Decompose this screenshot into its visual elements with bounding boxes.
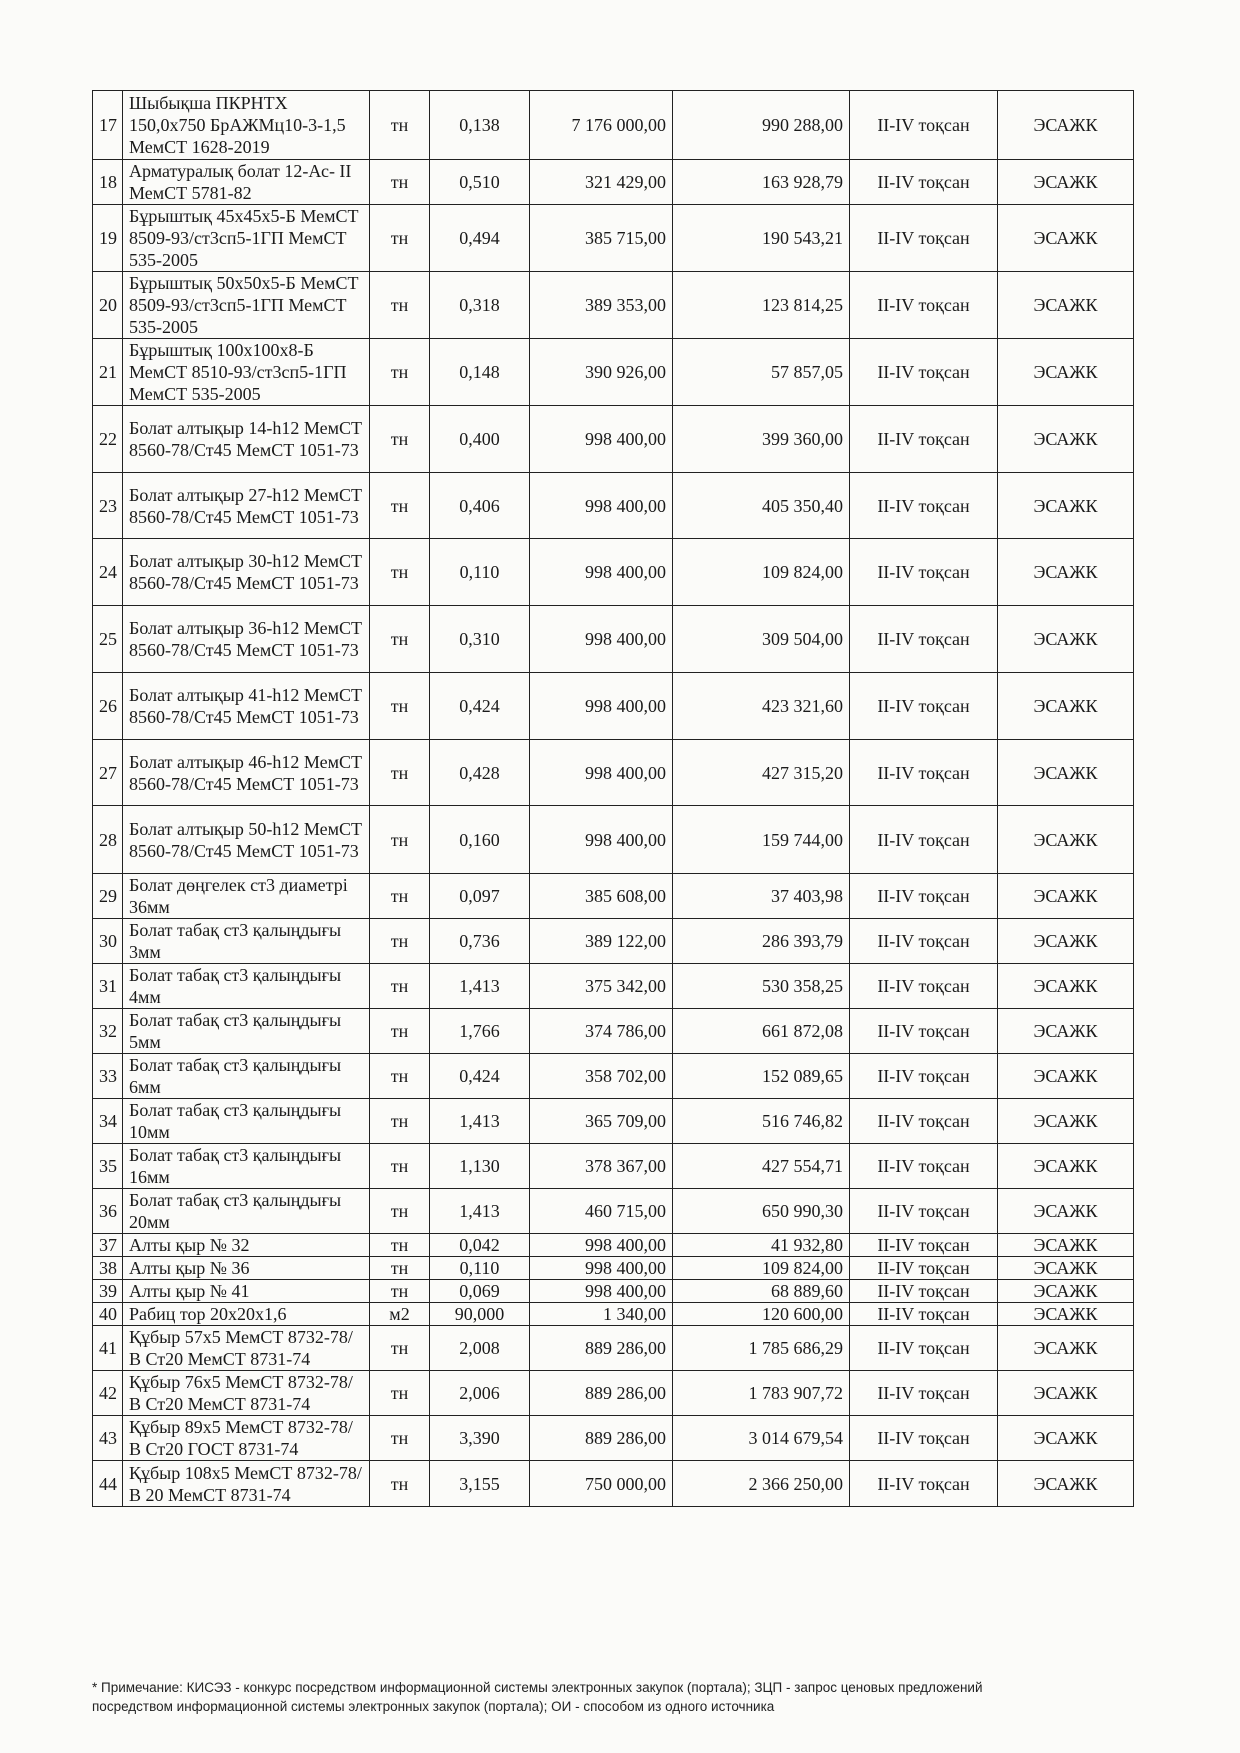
sum-cell: 1 783 907,72 (673, 1371, 850, 1416)
item-name: Бұрыштық 50х50х5-Б МемСТ 8509-93/ст3сп5-1ГП МемСТ 535-2005 (123, 272, 370, 339)
method-cell: ЭСАЖК (998, 473, 1134, 539)
item-name: Болат дөңгелек ст3 диаметрі 36мм (123, 874, 370, 919)
table-row (93, 1461, 1134, 1507)
unit-cell: тн (370, 1326, 430, 1371)
sum-cell: 309 504,00 (673, 606, 850, 673)
row-number: 44 (93, 1461, 123, 1507)
period-cell: II-IV тоқсан (850, 339, 998, 406)
table-row (93, 964, 1134, 1009)
row-number: 25 (93, 606, 123, 673)
sum-cell: 2 366 250,00 (673, 1461, 850, 1507)
unit-cell: тн (370, 473, 430, 539)
period-cell: II-IV тоқсан (850, 1303, 998, 1326)
quantity-cell: 0,148 (430, 339, 530, 406)
quantity-cell: 2,008 (430, 1326, 530, 1371)
period-cell: II-IV тоқсан (850, 964, 998, 1009)
table-row (93, 1257, 1134, 1280)
sum-cell: 427 554,71 (673, 1144, 850, 1189)
quantity-cell: 3,155 (430, 1461, 530, 1507)
quantity-cell: 0,042 (430, 1234, 530, 1257)
method-cell: ЭСАЖК (998, 160, 1134, 205)
quantity-cell: 90,000 (430, 1303, 530, 1326)
period-cell: II-IV тоқсан (850, 919, 998, 964)
unit-cell: тн (370, 1371, 430, 1416)
period-cell: II-IV тоқсан (850, 673, 998, 740)
item-name: Алты қыр № 32 (123, 1234, 370, 1257)
method-cell: ЭСАЖК (998, 1189, 1134, 1234)
period-cell: II-IV тоқсан (850, 1234, 998, 1257)
price-cell: 998 400,00 (530, 539, 673, 606)
period-cell: II-IV тоқсан (850, 740, 998, 806)
table-row (93, 1099, 1134, 1144)
item-name: Болат табақ ст3 қалыңдығы 20мм (123, 1189, 370, 1234)
quantity-cell: 1,413 (430, 1189, 530, 1234)
price-cell: 321 429,00 (530, 160, 673, 205)
unit-cell: тн (370, 1189, 430, 1234)
procurement-table (92, 90, 1134, 1507)
table-row (93, 673, 1134, 740)
unit-cell: тн (370, 606, 430, 673)
quantity-cell: 1,413 (430, 964, 530, 1009)
price-cell: 998 400,00 (530, 473, 673, 539)
quantity-cell: 1,130 (430, 1144, 530, 1189)
unit-cell: тн (370, 919, 430, 964)
item-name: Шыбықша ПКРНТХ 150,0х750 БрАЖМц10-3-1,5 МемСТ 1628-2019 (123, 91, 370, 160)
table-row (93, 539, 1134, 606)
table-row (93, 1189, 1134, 1234)
item-name: Болат табақ ст3 қалыңдығы 5мм (123, 1009, 370, 1054)
item-name: Болат алтықыр 30-h12 МемСТ 8560-78/Ст45 МемСТ 1051-73 (123, 539, 370, 606)
period-cell: II-IV тоқсан (850, 160, 998, 205)
item-name: Бұрыштық 45х45х5-Б МемСТ 8509-93/ст3сп5-1ГП МемСТ 535-2005 (123, 205, 370, 272)
sum-cell: 120 600,00 (673, 1303, 850, 1326)
period-cell: II-IV тоқсан (850, 205, 998, 272)
sum-cell: 41 932,80 (673, 1234, 850, 1257)
method-cell: ЭСАЖК (998, 874, 1134, 919)
item-name: Болат алтықыр 27-h12 МемСТ 8560-78/Ст45 МемСТ 1051-73 (123, 473, 370, 539)
row-number: 20 (93, 272, 123, 339)
row-number: 37 (93, 1234, 123, 1257)
quantity-cell: 0,736 (430, 919, 530, 964)
item-name: Бұрыштық 100х100х8-Б МемСТ 8510-93/ст3сп5-1ГП МемСТ 535-2005 (123, 339, 370, 406)
quantity-cell: 0,428 (430, 740, 530, 806)
period-cell: II-IV тоқсан (850, 606, 998, 673)
period-cell: II-IV тоқсан (850, 1371, 998, 1416)
period-cell: II-IV тоқсан (850, 91, 998, 160)
sum-cell: 37 403,98 (673, 874, 850, 919)
price-cell: 889 286,00 (530, 1416, 673, 1461)
period-cell: II-IV тоқсан (850, 806, 998, 874)
quantity-cell: 0,069 (430, 1280, 530, 1303)
period-cell: II-IV тоқсан (850, 1257, 998, 1280)
row-number: 35 (93, 1144, 123, 1189)
row-number: 41 (93, 1326, 123, 1371)
table-row (93, 919, 1134, 964)
quantity-cell: 0,110 (430, 539, 530, 606)
unit-cell: тн (370, 160, 430, 205)
period-cell: II-IV тоқсан (850, 1416, 998, 1461)
method-cell: ЭСАЖК (998, 1461, 1134, 1507)
item-name: Болат табақ ст3 қалыңдығы 3мм (123, 919, 370, 964)
item-name: Болат алтықыр 41-h12 МемСТ 8560-78/Ст45 МемСТ 1051-73 (123, 673, 370, 740)
period-cell: II-IV тоқсан (850, 1280, 998, 1303)
sum-cell: 152 089,65 (673, 1054, 850, 1099)
period-cell: II-IV тоқсан (850, 1326, 998, 1371)
row-number: 28 (93, 806, 123, 874)
row-number: 22 (93, 406, 123, 473)
sum-cell: 427 315,20 (673, 740, 850, 806)
unit-cell: тн (370, 406, 430, 473)
sum-cell: 123 814,25 (673, 272, 850, 339)
price-cell: 998 400,00 (530, 1257, 673, 1280)
period-cell: II-IV тоқсан (850, 406, 998, 473)
method-cell: ЭСАЖК (998, 606, 1134, 673)
method-cell: ЭСАЖК (998, 339, 1134, 406)
price-cell: 998 400,00 (530, 806, 673, 874)
unit-cell: тн (370, 740, 430, 806)
row-number: 33 (93, 1054, 123, 1099)
sum-cell: 990 288,00 (673, 91, 850, 160)
item-name: Арматуралық болат 12-Ас- II МемСТ 5781-82 (123, 160, 370, 205)
row-number: 26 (93, 673, 123, 740)
period-cell: II-IV тоқсан (850, 1099, 998, 1144)
row-number: 29 (93, 874, 123, 919)
table-row (93, 406, 1134, 473)
price-cell: 375 342,00 (530, 964, 673, 1009)
method-cell: ЭСАЖК (998, 964, 1134, 1009)
price-cell: 998 400,00 (530, 740, 673, 806)
item-name: Құбыр 89х5 МемСТ 8732-78/В Ст20 ГОСТ 8731-74 (123, 1416, 370, 1461)
row-number: 38 (93, 1257, 123, 1280)
method-cell: ЭСАЖК (998, 1371, 1134, 1416)
unit-cell: тн (370, 539, 430, 606)
item-name: Болат табақ ст3 қалыңдығы 16мм (123, 1144, 370, 1189)
sum-cell: 109 824,00 (673, 539, 850, 606)
table-row (93, 806, 1134, 874)
price-cell: 385 715,00 (530, 205, 673, 272)
price-cell: 998 400,00 (530, 606, 673, 673)
table-row (93, 740, 1134, 806)
table-row (93, 1280, 1134, 1303)
quantity-cell: 0,318 (430, 272, 530, 339)
sum-cell: 661 872,08 (673, 1009, 850, 1054)
quantity-cell: 0,406 (430, 473, 530, 539)
unit-cell: тн (370, 1280, 430, 1303)
quantity-cell: 0,138 (430, 91, 530, 160)
table-row (93, 1234, 1134, 1257)
unit-cell: тн (370, 1461, 430, 1507)
table-row (93, 205, 1134, 272)
sum-cell: 68 889,60 (673, 1280, 850, 1303)
method-cell: ЭСАЖК (998, 1303, 1134, 1326)
method-cell: ЭСАЖК (998, 1416, 1134, 1461)
sum-cell: 190 543,21 (673, 205, 850, 272)
method-cell: ЭСАЖК (998, 539, 1134, 606)
item-name: Болат алтықыр 50-h12 МемСТ 8560-78/Ст45 МемСТ 1051-73 (123, 806, 370, 874)
price-cell: 389 353,00 (530, 272, 673, 339)
quantity-cell: 2,006 (430, 1371, 530, 1416)
sum-cell: 286 393,79 (673, 919, 850, 964)
sum-cell: 423 321,60 (673, 673, 850, 740)
unit-cell: м2 (370, 1303, 430, 1326)
table-row (93, 1054, 1134, 1099)
sum-cell: 530 358,25 (673, 964, 850, 1009)
footnote (92, 1678, 1142, 1716)
price-cell: 998 400,00 (530, 1234, 673, 1257)
method-cell: ЭСАЖК (998, 1009, 1134, 1054)
row-number: 34 (93, 1099, 123, 1144)
period-cell: II-IV тоқсан (850, 1144, 998, 1189)
row-number: 42 (93, 1371, 123, 1416)
price-cell: 1 340,00 (530, 1303, 673, 1326)
item-name: Рабиц тор 20х20х1,6 (123, 1303, 370, 1326)
price-cell: 7 176 000,00 (530, 91, 673, 160)
unit-cell: тн (370, 1234, 430, 1257)
footnote-line-1: * Примечание: КИСЭЗ - конкурс посредством информационной системы электронных закупок (портала); ЗЦП - запрос ценовых предложений (92, 1680, 983, 1695)
sum-cell: 163 928,79 (673, 160, 850, 205)
quantity-cell: 0,400 (430, 406, 530, 473)
price-cell: 374 786,00 (530, 1009, 673, 1054)
method-cell: ЭСАЖК (998, 272, 1134, 339)
table-row (93, 272, 1134, 339)
quantity-cell: 0,424 (430, 673, 530, 740)
item-name: Болат алтықыр 14-h12 МемСТ 8560-78/Ст45 МемСТ 1051-73 (123, 406, 370, 473)
sum-cell: 650 990,30 (673, 1189, 850, 1234)
row-number: 18 (93, 160, 123, 205)
item-name: Алты қыр № 41 (123, 1280, 370, 1303)
price-cell: 998 400,00 (530, 673, 673, 740)
row-number: 17 (93, 91, 123, 160)
price-cell: 460 715,00 (530, 1189, 673, 1234)
unit-cell: тн (370, 1257, 430, 1280)
method-cell: ЭСАЖК (998, 740, 1134, 806)
row-number: 21 (93, 339, 123, 406)
quantity-cell: 1,766 (430, 1009, 530, 1054)
period-cell: II-IV тоқсан (850, 1461, 998, 1507)
row-number: 23 (93, 473, 123, 539)
row-number: 39 (93, 1280, 123, 1303)
table-row (93, 1303, 1134, 1326)
sum-cell: 159 744,00 (673, 806, 850, 874)
price-cell: 390 926,00 (530, 339, 673, 406)
table-row (93, 1009, 1134, 1054)
method-cell: ЭСАЖК (998, 91, 1134, 160)
quantity-cell: 0,097 (430, 874, 530, 919)
unit-cell: тн (370, 1099, 430, 1144)
item-name: Құбыр 76х5 МемСТ 8732-78/В Ст20 МемСТ 8731-74 (123, 1371, 370, 1416)
sum-cell: 405 350,40 (673, 473, 850, 539)
item-name: Болат табақ ст3 қалыңдығы 10мм (123, 1099, 370, 1144)
price-cell: 365 709,00 (530, 1099, 673, 1144)
table-row (93, 874, 1134, 919)
table-row (93, 91, 1134, 160)
row-number: 24 (93, 539, 123, 606)
table-row (93, 1326, 1134, 1371)
row-number: 31 (93, 964, 123, 1009)
item-name: Болат алтықыр 46-h12 МемСТ 8560-78/Ст45 МемСТ 1051-73 (123, 740, 370, 806)
price-cell: 378 367,00 (530, 1144, 673, 1189)
method-cell: ЭСАЖК (998, 1234, 1134, 1257)
period-cell: II-IV тоқсан (850, 874, 998, 919)
method-cell: ЭСАЖК (998, 1326, 1134, 1371)
quantity-cell: 0,424 (430, 1054, 530, 1099)
method-cell: ЭСАЖК (998, 806, 1134, 874)
price-cell: 998 400,00 (530, 406, 673, 473)
footnote-line-2: посредством информационной системы электронных закупок (портала); ОИ - способом из одного источника (92, 1699, 775, 1714)
row-number: 27 (93, 740, 123, 806)
quantity-cell: 0,510 (430, 160, 530, 205)
unit-cell: тн (370, 339, 430, 406)
price-cell: 998 400,00 (530, 1280, 673, 1303)
method-cell: ЭСАЖК (998, 1280, 1134, 1303)
row-number: 30 (93, 919, 123, 964)
quantity-cell: 0,310 (430, 606, 530, 673)
row-number: 36 (93, 1189, 123, 1234)
table-row (93, 473, 1134, 539)
row-number: 40 (93, 1303, 123, 1326)
period-cell: II-IV тоқсан (850, 1009, 998, 1054)
period-cell: II-IV тоқсан (850, 1189, 998, 1234)
unit-cell: тн (370, 964, 430, 1009)
table-row (93, 339, 1134, 406)
table-row (93, 1416, 1134, 1461)
period-cell: II-IV тоқсан (850, 473, 998, 539)
unit-cell: тн (370, 1416, 430, 1461)
unit-cell: тн (370, 1054, 430, 1099)
unit-cell: тн (370, 272, 430, 339)
quantity-cell: 1,413 (430, 1099, 530, 1144)
unit-cell: тн (370, 874, 430, 919)
price-cell: 385 608,00 (530, 874, 673, 919)
method-cell: ЭСАЖК (998, 1099, 1134, 1144)
table-row (93, 606, 1134, 673)
unit-cell: тн (370, 91, 430, 160)
item-name: Болат табақ ст3 қалыңдығы 4мм (123, 964, 370, 1009)
table-row (93, 160, 1134, 205)
sum-cell: 57 857,05 (673, 339, 850, 406)
price-cell: 750 000,00 (530, 1461, 673, 1507)
period-cell: II-IV тоқсан (850, 1054, 998, 1099)
sum-cell: 109 824,00 (673, 1257, 850, 1280)
quantity-cell: 3,390 (430, 1416, 530, 1461)
item-name: Құбыр 57х5 МемСТ 8732-78/В Ст20 МемСТ 8731-74 (123, 1326, 370, 1371)
unit-cell: тн (370, 1144, 430, 1189)
price-cell: 889 286,00 (530, 1326, 673, 1371)
price-cell: 358 702,00 (530, 1054, 673, 1099)
item-name: Болат алтықыр 36-h12 МемСТ 8560-78/Ст45 МемСТ 1051-73 (123, 606, 370, 673)
sum-cell: 399 360,00 (673, 406, 850, 473)
row-number: 19 (93, 205, 123, 272)
quantity-cell: 0,110 (430, 1257, 530, 1280)
sum-cell: 516 746,82 (673, 1099, 850, 1144)
price-cell: 389 122,00 (530, 919, 673, 964)
row-number: 32 (93, 1009, 123, 1054)
method-cell: ЭСАЖК (998, 1257, 1134, 1280)
unit-cell: тн (370, 673, 430, 740)
sum-cell: 1 785 686,29 (673, 1326, 850, 1371)
unit-cell: тн (370, 1009, 430, 1054)
item-name: Алты қыр № 36 (123, 1257, 370, 1280)
method-cell: ЭСАЖК (998, 205, 1134, 272)
method-cell: ЭСАЖК (998, 1144, 1134, 1189)
method-cell: ЭСАЖК (998, 1054, 1134, 1099)
item-name: Болат табақ ст3 қалыңдығы 6мм (123, 1054, 370, 1099)
unit-cell: тн (370, 806, 430, 874)
table-body (93, 91, 1134, 1507)
table-row (93, 1144, 1134, 1189)
table-row (93, 1371, 1134, 1416)
price-cell: 889 286,00 (530, 1371, 673, 1416)
quantity-cell: 0,494 (430, 205, 530, 272)
method-cell: ЭСАЖК (998, 673, 1134, 740)
period-cell: II-IV тоқсан (850, 539, 998, 606)
quantity-cell: 0,160 (430, 806, 530, 874)
row-number: 43 (93, 1416, 123, 1461)
unit-cell: тн (370, 205, 430, 272)
method-cell: ЭСАЖК (998, 406, 1134, 473)
method-cell: ЭСАЖК (998, 919, 1134, 964)
period-cell: II-IV тоқсан (850, 272, 998, 339)
sum-cell: 3 014 679,54 (673, 1416, 850, 1461)
item-name: Құбыр 108х5 МемСТ 8732-78/В 20 МемСТ 8731-74 (123, 1461, 370, 1507)
